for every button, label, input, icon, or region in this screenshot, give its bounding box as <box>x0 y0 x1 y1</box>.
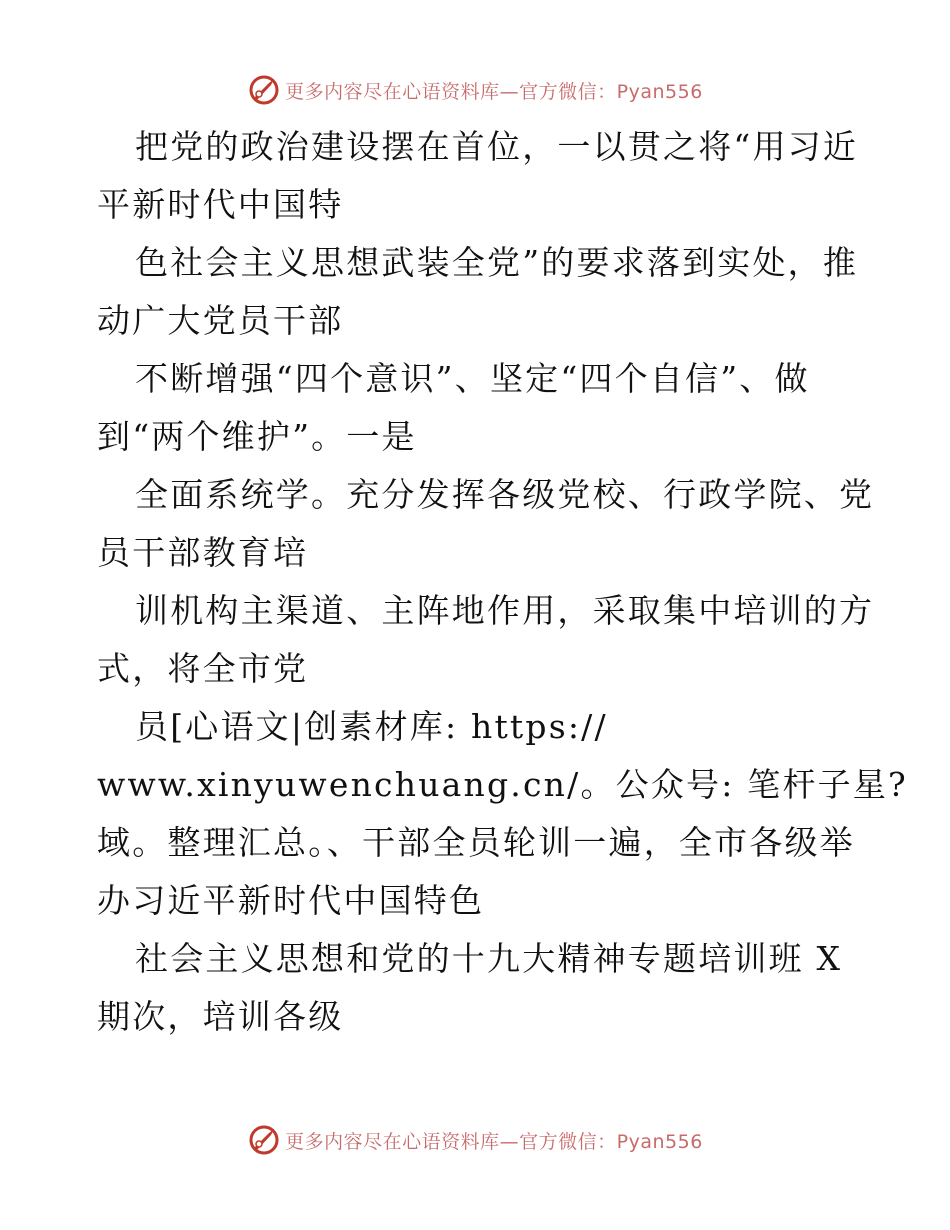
body-line: 办习近平新时代中国特色 <box>97 881 485 920</box>
body-line: 不断增强“四个意识”、坚定“四个自信”、做 <box>135 359 810 398</box>
header-banner <box>0 70 950 110</box>
body-line: 训机构主渠道、主阵地作用，采取集中培训的方 <box>135 591 875 630</box>
body-line: 员[心语文|创素材库: https:// <box>135 707 608 746</box>
body-line: 式，将全市党 <box>97 649 309 688</box>
document-body <box>97 118 908 1046</box>
body-line: 域。整理汇总。、干部全员轮训一遍，全市各级举 <box>97 823 855 862</box>
body-line: www.xinyuwenchuang.cn/。公众号: 笔杆子星? <box>97 765 908 804</box>
body-line: 色社会主义思想武装全党”的要求落到实处，推 <box>135 243 859 282</box>
footer-banner <box>0 1120 950 1160</box>
body-line: 动广大党员干部 <box>97 301 344 340</box>
body-line: 到“两个维护”。一是 <box>97 417 417 456</box>
footer-text: 更多内容尽在心语资料库—官方微信：Pyan556 <box>285 1130 703 1153</box>
header-text: 更多内容尽在心语资料库—官方微信：Pyan556 <box>285 80 703 103</box>
body-line: 社会主义思想和党的十九大精神专题培训班 X <box>135 939 843 978</box>
brush-seal-icon <box>247 73 281 107</box>
body-line: 员干部教育培 <box>97 533 309 572</box>
body-line: 期次，培训各级 <box>97 997 344 1036</box>
brush-seal-icon <box>247 1123 281 1157</box>
body-line: 全面系统学。充分发挥各级党校、行政学院、党 <box>135 475 875 514</box>
body-line: 平新时代中国特 <box>97 185 344 224</box>
body-line: 把党的政治建设摆在首位，一以贯之将“用习近 <box>135 127 859 166</box>
